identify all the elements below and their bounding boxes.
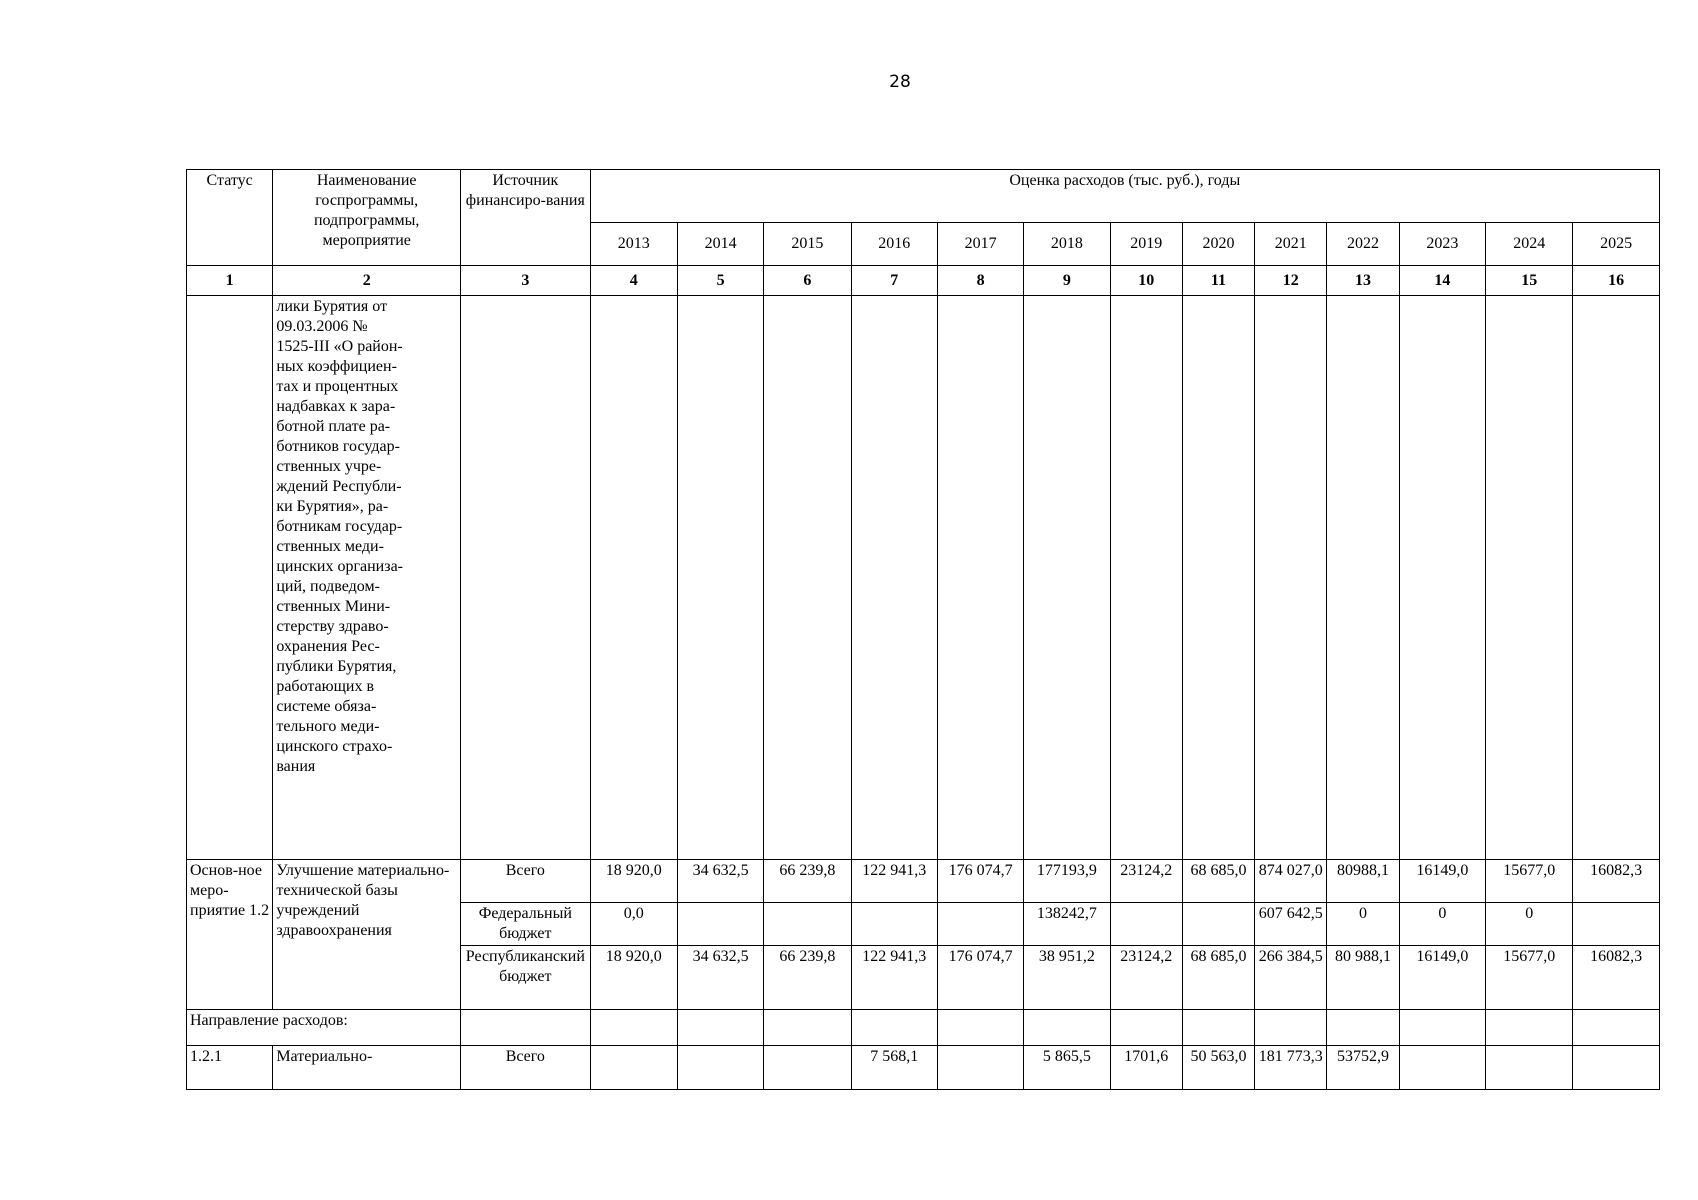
value-cell: 181 773,3 xyxy=(1255,1046,1327,1090)
value-cell: 16149,0 xyxy=(1399,946,1485,1010)
column-number: 13 xyxy=(1327,266,1399,296)
continuation-line: тельного меди- xyxy=(276,718,380,735)
source-cell: Федеральный бюджет xyxy=(461,903,591,946)
value-cell: 34 632,5 xyxy=(677,946,763,1010)
continuation-line: стерству здраво- xyxy=(276,618,389,635)
measure-status: Основ-ное меро-приятие 1.2 xyxy=(187,860,273,1010)
header-source: Источник финансиро-вания xyxy=(461,170,591,266)
value-cell: 122 941,3 xyxy=(851,946,937,1010)
empty-cell xyxy=(1399,296,1485,860)
value-cell: 874 027,0 xyxy=(1255,860,1327,903)
continuation-line: надбавках к зара- xyxy=(276,398,396,415)
continuation-line: вания xyxy=(276,758,316,775)
empty-cell xyxy=(764,296,851,860)
year-cell: 2014 xyxy=(677,223,763,266)
header-name-text: Наименование госпрограммы, подпрограммы, мероприятие xyxy=(313,172,420,249)
value-cell xyxy=(1110,903,1182,946)
value-cell: 177193,9 xyxy=(1024,860,1110,903)
year-cell: 2024 xyxy=(1486,223,1573,266)
year-cell: 2025 xyxy=(1573,223,1660,266)
continuation-line: охранения Рес- xyxy=(276,638,380,655)
measure-row-total xyxy=(187,860,1660,903)
year-cell: 2013 xyxy=(590,223,677,266)
value-cell xyxy=(764,1046,851,1090)
value-cell: 266 384,5 xyxy=(1255,946,1327,1010)
column-number: 2 xyxy=(273,266,461,296)
value-cell: 0,0 xyxy=(590,903,677,946)
value-cell: 38 951,2 xyxy=(1024,946,1110,1010)
continuation-line: ных коэффициен- xyxy=(276,358,397,375)
column-number: 15 xyxy=(1486,266,1573,296)
continuation-line: лики Бурятия от xyxy=(276,298,388,315)
value-cell: 607 642,5 xyxy=(1255,903,1327,946)
year-cell: 2015 xyxy=(764,223,851,266)
value-cell: 5 865,5 xyxy=(1024,1046,1110,1090)
value-cell: 0 xyxy=(1486,903,1573,946)
value-cell xyxy=(1573,903,1660,946)
column-number: 12 xyxy=(1255,266,1327,296)
value-cell xyxy=(677,903,763,946)
value-cell: 80 988,1 xyxy=(1327,946,1399,1010)
continuation-line: тах и процентных xyxy=(276,378,399,395)
value-cell xyxy=(1486,1046,1573,1090)
continuation-line: ций, подведом- xyxy=(276,578,380,595)
empty-cell xyxy=(187,296,273,860)
header-name xyxy=(273,170,461,266)
value-cell xyxy=(1399,1046,1485,1090)
column-number: 7 xyxy=(851,266,937,296)
value-cell: 176 074,7 xyxy=(937,946,1023,1010)
value-cell: 66 239,8 xyxy=(764,860,851,903)
empty-cell xyxy=(1182,296,1254,860)
year-cell: 2018 xyxy=(1024,223,1110,266)
column-number: 11 xyxy=(1182,266,1254,296)
year-cell: 2019 xyxy=(1110,223,1182,266)
empty-cell xyxy=(764,1010,851,1046)
year-cell: 2020 xyxy=(1182,223,1254,266)
column-number: 1 xyxy=(187,266,273,296)
continuation-line: ботникам государ- xyxy=(276,518,403,535)
value-cell: 16082,3 xyxy=(1573,860,1660,903)
continuation-line: ботников государ- xyxy=(276,438,400,455)
continuation-line: ственных учре- xyxy=(276,458,382,475)
value-cell xyxy=(764,903,851,946)
empty-cell xyxy=(1486,1010,1573,1046)
value-cell: 18 920,0 xyxy=(590,946,677,1010)
source-cell: Республиканский бюджет xyxy=(461,946,591,1010)
value-cell xyxy=(1182,903,1254,946)
value-cell xyxy=(937,1046,1023,1090)
column-number: 4 xyxy=(590,266,677,296)
empty-cell xyxy=(1486,296,1573,860)
empty-cell xyxy=(1327,1010,1399,1046)
value-cell: 15677,0 xyxy=(1486,946,1573,1010)
value-cell: 34 632,5 xyxy=(677,860,763,903)
empty-cell xyxy=(1573,296,1660,860)
source-cell: Всего xyxy=(461,1046,591,1090)
header-row xyxy=(187,170,1660,223)
value-cell: 15677,0 xyxy=(1486,860,1573,903)
empty-cell xyxy=(677,296,763,860)
column-number: 16 xyxy=(1573,266,1660,296)
column-number: 14 xyxy=(1399,266,1485,296)
value-cell: 122 941,3 xyxy=(851,860,937,903)
value-cell: 80988,1 xyxy=(1327,860,1399,903)
continuation-row xyxy=(187,296,1660,860)
empty-cell xyxy=(677,1010,763,1046)
value-cell: 53752,9 xyxy=(1327,1046,1399,1090)
column-number: 5 xyxy=(677,266,763,296)
empty-cell xyxy=(1255,296,1327,860)
continuation-line: ственных Мини- xyxy=(276,598,391,615)
continuation-line: цинского страхо- xyxy=(276,738,393,755)
continuation-line: ки Бурятия», ра- xyxy=(276,498,389,515)
continuation-line: работающих в xyxy=(276,678,375,695)
column-number: 3 xyxy=(461,266,591,296)
value-cell: 0 xyxy=(1399,903,1485,946)
page-number: 28 xyxy=(889,72,911,92)
header-estimate: Оценка расходов (тыс. руб.), годы xyxy=(590,170,1659,223)
year-cell: 2023 xyxy=(1399,223,1485,266)
continuation-line: 09.03.2006 № xyxy=(276,318,368,335)
column-number: 10 xyxy=(1110,266,1182,296)
value-cell: 68 685,0 xyxy=(1182,946,1254,1010)
budget-table xyxy=(186,169,1660,1090)
empty-cell xyxy=(1182,1010,1254,1046)
value-cell: 176 074,7 xyxy=(937,860,1023,903)
continuation-line: ботной плате ра- xyxy=(276,418,391,435)
empty-cell xyxy=(851,296,937,860)
value-cell xyxy=(851,903,937,946)
empty-cell xyxy=(1110,296,1182,860)
column-number: 8 xyxy=(937,266,1023,296)
continuation-line: цинских организа- xyxy=(276,558,403,575)
measure-name: Улучшение материально-технической базы учреждений здравоохранения xyxy=(273,860,461,1010)
column-number: 9 xyxy=(1024,266,1110,296)
header-status: Статус xyxy=(187,170,273,266)
empty-cell xyxy=(590,1010,677,1046)
empty-cell xyxy=(1110,1010,1182,1046)
empty-cell xyxy=(851,1010,937,1046)
value-cell: 1701,6 xyxy=(1110,1046,1182,1090)
value-cell: 23124,2 xyxy=(1110,860,1182,903)
item-row xyxy=(187,1046,1660,1090)
item-name: Материально- xyxy=(273,1046,461,1090)
value-cell: 68 685,0 xyxy=(1182,860,1254,903)
continuation-line: ственных меди- xyxy=(276,538,384,555)
empty-cell xyxy=(1327,296,1399,860)
year-cell: 2021 xyxy=(1255,223,1327,266)
value-cell xyxy=(590,1046,677,1090)
empty-cell xyxy=(1573,1010,1660,1046)
value-cell: 66 239,8 xyxy=(764,946,851,1010)
value-cell: 23124,2 xyxy=(1110,946,1182,1010)
value-cell: 50 563,0 xyxy=(1182,1046,1254,1090)
value-cell: 18 920,0 xyxy=(590,860,677,903)
value-cell: 0 xyxy=(1327,903,1399,946)
empty-cell xyxy=(1399,1010,1485,1046)
value-cell: 16082,3 xyxy=(1573,946,1660,1010)
continuation-line: публики Бурятия, xyxy=(276,658,397,675)
year-cell: 2016 xyxy=(851,223,937,266)
continuation-text xyxy=(273,296,461,860)
empty-cell xyxy=(461,1010,591,1046)
empty-cell xyxy=(937,1010,1023,1046)
value-cell: 138242,7 xyxy=(1024,903,1110,946)
year-cell: 2022 xyxy=(1327,223,1399,266)
continuation-line: ждений Республи- xyxy=(276,478,402,495)
direction-row xyxy=(187,1010,1660,1046)
column-number-row xyxy=(187,266,1660,296)
direction-label: Направление расходов: xyxy=(187,1010,461,1046)
empty-cell xyxy=(1024,1010,1110,1046)
year-cell: 2017 xyxy=(937,223,1023,266)
value-cell xyxy=(1573,1046,1660,1090)
item-status: 1.2.1 xyxy=(187,1046,273,1090)
column-number: 6 xyxy=(764,266,851,296)
value-cell xyxy=(937,903,1023,946)
continuation-line: 1525-III «О район- xyxy=(276,338,403,355)
empty-cell xyxy=(1255,1010,1327,1046)
value-cell: 7 568,1 xyxy=(851,1046,937,1090)
empty-cell xyxy=(937,296,1023,860)
empty-cell xyxy=(1024,296,1110,860)
empty-cell xyxy=(590,296,677,860)
value-cell: 16149,0 xyxy=(1399,860,1485,903)
value-cell xyxy=(677,1046,763,1090)
source-cell: Всего xyxy=(461,860,591,903)
continuation-line: системе обяза- xyxy=(276,698,377,715)
empty-cell xyxy=(461,296,591,860)
